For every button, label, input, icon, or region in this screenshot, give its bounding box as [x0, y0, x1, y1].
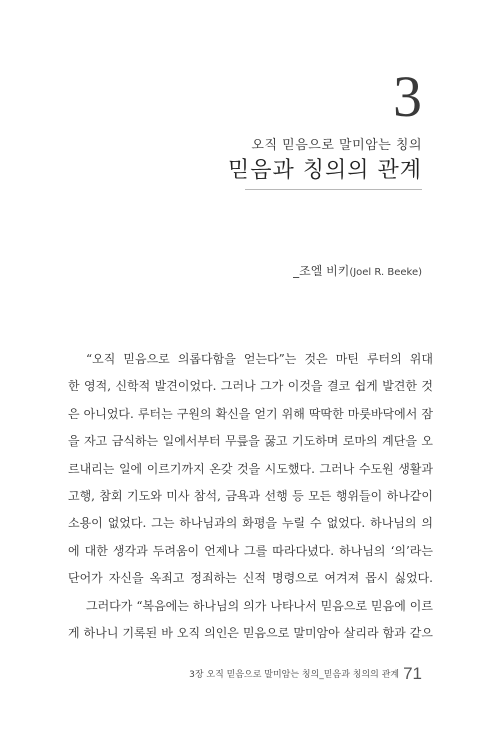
body-text — [68, 346, 433, 647]
body-line: 한 영적, 신학적 발견이었다. 그러나 그가 이것을 결코 쉽게 발견한 것 — [68, 379, 433, 394]
body-line: 단어가 자신을 옥죄고 정죄하는 신적 명령으로 여겨져 몹시 싫었다. — [68, 571, 433, 586]
page-footer — [189, 664, 422, 684]
page-number: 71 — [403, 664, 422, 683]
body-line: 소용이 없었다. 그는 하나님과의 화평을 누릴 수 없었다. 하나님의 의 — [68, 516, 433, 531]
body-line: “오직 믿음으로 의롭다함을 얻는다”는 것은 마틴 루터의 위대 — [86, 352, 433, 366]
author-name: _조엘 비키 — [293, 264, 350, 278]
author-name-english: (Joel R. Beeke) — [349, 267, 422, 278]
body-line: 은 아니었다. 루터는 구원의 확신을 얻기 위해 딱딱한 마룻바닥에서 잠 — [68, 406, 433, 421]
title-divider — [245, 189, 422, 190]
body-line: 고행, 참회 기도와 미사 참석, 금욕과 선행 등 모든 행위들이 하나같이 — [68, 489, 433, 504]
chapter-subtitle: 오직 믿음으로 말미암는 칭의 — [251, 138, 422, 153]
body-line: 그러다가 “복음에는 하나님의 의가 나타나서 믿음으로 믿음에 이르 — [86, 598, 433, 613]
body-line: 게 하나니 기록된 바 오직 의인은 믿음으로 말미암아 살리라 함과 같으 — [68, 626, 433, 641]
body-line: 에 대한 생각과 두려움이 언제나 그를 따라다녔다. 하나님의 ‘의’라는 — [68, 543, 433, 558]
author-byline — [293, 262, 422, 279]
running-head: 3장 오직 믿음으로 말미암는 칭의_믿음과 칭의의 관계 — [189, 670, 400, 680]
chapter-title: 믿음과 칭의의 관계 — [227, 158, 422, 183]
chapter-number: 3 — [393, 64, 422, 129]
body-line: 을 자고 금식하는 일에서부터 무릎을 꿇고 기도하며 로마의 계단을 오 — [68, 434, 433, 449]
body-line: 르내리는 일에 이르기까지 온갖 것을 시도했다. 그러나 수도원 생활과 — [68, 461, 433, 476]
